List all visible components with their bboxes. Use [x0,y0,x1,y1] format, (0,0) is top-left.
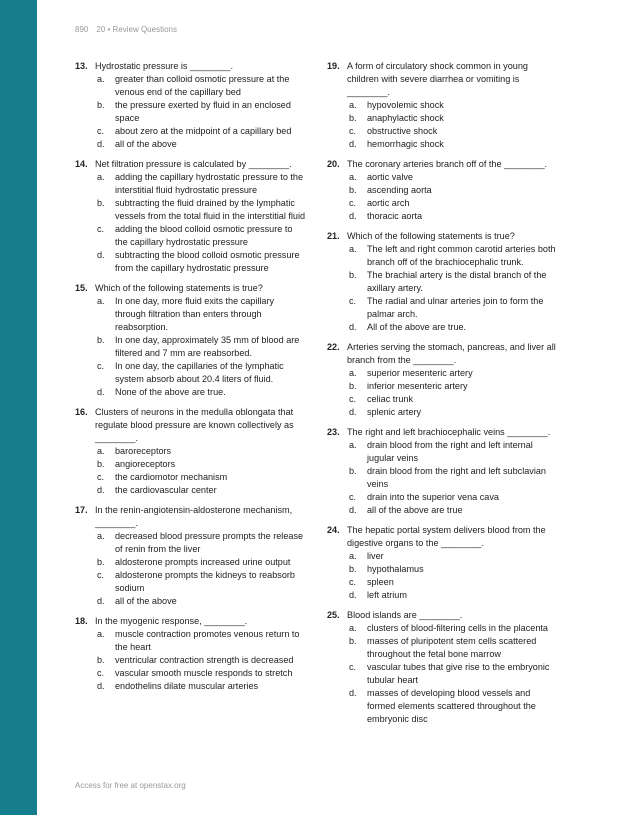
question-stem [327,158,559,171]
option-letter: b. [97,335,105,345]
option-text: The brachial artery is the distal branch of the axillary artery. [367,270,547,293]
option-text: clusters of blood-filtering cells in the placenta [367,623,548,633]
answer-option [95,125,307,138]
answer-option [347,550,559,563]
option-letter: c. [97,668,105,678]
option-letter: d. [97,681,105,691]
option-text: all of the above are true [367,505,463,515]
answer-option [347,269,559,295]
question-text: Hydrostatic pressure is ________. [95,61,233,71]
answer-option [95,223,307,249]
answer-option [347,171,559,184]
answer-option [95,530,307,556]
question-item [327,60,559,151]
option-letter: d. [97,387,105,397]
answer-option [347,295,559,321]
question-item [327,426,559,517]
answer-options [75,171,307,275]
option-letter: a. [349,623,357,633]
option-letter: a. [349,244,357,254]
answer-option [95,295,307,334]
question-stem [327,341,559,367]
answer-option [347,393,559,406]
question-stem [327,230,559,243]
question-number: 21. [327,231,340,241]
option-text: ventricular contraction strength is decreased [115,655,294,665]
answer-option [347,406,559,419]
question-item [75,406,307,497]
option-text: inferior mesenteric artery [367,381,468,391]
option-text: masses of developing blood vessels and formed elements scattered throughout the embryonic disc [367,688,536,724]
option-letter: b. [349,185,357,195]
option-text: all of the above [115,139,177,149]
option-letter: b. [349,564,357,574]
answer-options [327,99,559,151]
answer-option [347,576,559,589]
option-text: the cardiovascular center [115,485,217,495]
question-number: 13. [75,61,88,71]
option-text: liver [367,551,384,561]
option-text: left atrium [367,590,407,600]
answer-option [95,595,307,608]
answer-options [327,243,559,334]
option-letter: d. [97,250,105,260]
answer-option [347,197,559,210]
question-number: 19. [327,61,340,71]
question-text: The hepatic portal system delivers blood from the digestive organs to the ________. [347,525,546,548]
option-text: decreased blood pressure prompts the release of renin from the liver [115,531,304,554]
option-letter: b. [97,198,105,208]
option-letter: d. [349,688,357,698]
question-stem [75,60,307,73]
question-item [327,341,559,419]
question-item [327,609,559,726]
answer-option [95,569,307,595]
option-text: vascular smooth muscle responds to stretch [115,668,293,678]
answer-option [95,667,307,680]
question-number: 15. [75,283,88,293]
option-letter: c. [97,126,105,136]
question-stem [75,615,307,628]
option-letter: b. [349,270,357,280]
option-text: The left and right common carotid arteries both branch off of the brachiocephalic trunk. [367,244,556,267]
option-text: drain blood from the right and left subclavian veins [367,466,546,489]
answer-options [327,171,559,223]
option-letter: a. [97,629,105,639]
question-item [327,524,559,602]
question-stem [75,158,307,171]
option-letter: b. [349,466,357,476]
option-letter: a. [97,531,105,541]
option-text: greater than colloid osmotic pressure at the venous end of the capillary bed [115,74,290,97]
page-header [75,25,177,34]
option-letter: c. [349,126,357,136]
question-item [75,504,307,608]
option-letter: b. [97,459,105,469]
option-letter: d. [349,590,357,600]
answer-option [347,184,559,197]
option-letter: c. [349,296,357,306]
option-text: ascending aorta [367,185,432,195]
option-text: subtracting the blood colloid osmotic pressure from the capillary hydrostatic pressure [115,250,300,273]
option-letter: b. [97,655,105,665]
option-letter: d. [349,139,357,149]
answer-option [347,661,559,687]
answer-options [327,367,559,419]
answer-options [75,73,307,151]
option-text: superior mesenteric artery [367,368,473,378]
option-letter: c. [349,198,357,208]
option-text: In one day, more fluid exits the capillary through filtration than enters through reabsorption. [115,296,275,332]
answer-option [347,112,559,125]
option-letter: c. [97,224,105,234]
answer-options [75,530,307,608]
answer-option [347,589,559,602]
question-text: In the renin-angiotensin-aldosterone mechanism, ________. [95,505,293,528]
answer-option [95,334,307,360]
question-stem [75,282,307,295]
option-letter: d. [349,407,357,417]
answer-option [347,210,559,223]
option-text: All of the above are true. [367,322,467,332]
question-item [75,282,307,399]
question-stem [327,609,559,622]
answer-option [95,484,307,497]
question-text: Clusters of neurons in the medulla oblongata that regulate blood pressure are known collectively as ________. [95,407,294,443]
question-item [327,230,559,334]
option-letter: c. [349,394,357,404]
answer-option [95,628,307,654]
question-stem [75,406,307,445]
option-text: adding the capillary hydrostatic pressure to the interstitial fluid hydrostatic pressure [115,172,304,195]
option-text: endothelins dilate muscular arteries [115,681,259,691]
option-text: muscle contraction promotes venous return to the heart [115,629,300,652]
option-text: hypovolemic shock [367,100,444,110]
question-number: 22. [327,342,340,352]
option-letter: a. [349,551,357,561]
option-text: angioreceptors [115,459,176,469]
question-stem [327,524,559,550]
answer-option [347,563,559,576]
option-text: The radial and ulnar arteries join to form the palmar arch. [367,296,544,319]
option-letter: b. [349,636,357,646]
question-item [75,158,307,275]
answer-option [347,138,559,151]
option-letter: d. [97,139,105,149]
option-letter: c. [349,492,357,502]
question-text: In the myogenic response, ________. [95,616,248,626]
answer-option [95,171,307,197]
right-column [327,60,559,733]
question-text: The coronary arteries branch off of the ________. [347,159,548,169]
option-letter: a. [97,172,105,182]
option-text: the pressure exerted by fluid in an enclosed space [115,100,291,123]
answer-option [347,465,559,491]
option-text: baroreceptors [115,446,172,456]
option-text: spleen [367,577,394,587]
option-text: drain into the superior vena cava [367,492,499,502]
option-letter: b. [349,113,357,123]
chapter-title: 20 • Review Questions [96,25,177,34]
answer-option [347,243,559,269]
option-text: all of the above [115,596,177,606]
option-letter: c. [97,361,105,371]
question-stem [327,426,559,439]
option-text: subtracting the fluid drained by the lymphatic vessels from the total fluid in the interstitial fluid [115,198,306,221]
question-stem [75,504,307,530]
answer-option [95,249,307,275]
option-letter: c. [349,662,357,672]
question-text: Which of the following statements is true? [95,283,263,293]
answer-option [95,138,307,151]
answer-option [95,471,307,484]
option-letter: d. [97,596,105,606]
option-letter: a. [349,368,357,378]
question-number: 14. [75,159,88,169]
option-text: splenic artery [367,407,422,417]
question-stem [327,60,559,99]
option-text: hypothalamus [367,564,424,574]
answer-options [75,295,307,399]
option-text: about zero at the midpoint of a capillary bed [115,126,292,136]
option-letter: a. [349,100,357,110]
question-text: Which of the following statements is true? [347,231,515,241]
option-letter: a. [97,74,105,84]
answer-options [75,628,307,693]
question-number: 17. [75,505,88,515]
answer-option [347,491,559,504]
answer-options [327,622,559,726]
option-text: In one day, approximately 35 mm of blood are filtered and 7 mm are reabsorbed. [115,335,300,358]
answer-options [327,550,559,602]
option-text: None of the above are true. [115,387,226,397]
question-text: A form of circulatory shock common in young children with severe diarrhea or vomiting is ________. [347,61,528,97]
option-letter: d. [349,505,357,515]
option-letter: b. [97,100,105,110]
question-number: 16. [75,407,88,417]
option-letter: a. [349,440,357,450]
question-item [327,158,559,223]
option-text: celiac trunk [367,394,413,404]
question-text: The right and left brachiocephalic veins ________. [347,427,551,437]
question-number: 25. [327,610,340,620]
option-letter: c. [349,577,357,587]
option-text: masses of pluripotent stem cells scattered throughout the fetal bone marrow [367,636,537,659]
page-number: 890 [75,25,89,34]
answer-option [95,73,307,99]
question-item [75,615,307,693]
option-letter: a. [97,296,105,306]
answer-option [347,321,559,334]
question-text: Blood islands are ________. [347,610,463,620]
question-number: 20. [327,159,340,169]
answer-option [95,445,307,458]
option-text: adding the blood colloid osmotic pressure to the capillary hydrostatic pressure [115,224,293,247]
option-text: In one day, the capillaries of the lymphatic system absorb about 20.4 liters of fluid. [115,361,284,384]
answer-option [347,504,559,517]
option-letter: c. [97,570,105,580]
answer-option [347,439,559,465]
answer-option [347,635,559,661]
option-letter: d. [349,322,357,332]
option-letter: d. [97,485,105,495]
option-text: anaphylactic shock [367,113,444,123]
option-text: aortic valve [367,172,413,182]
answer-option [347,99,559,112]
answer-option [95,197,307,223]
option-text: the cardiomotor mechanism [115,472,228,482]
option-letter: b. [349,381,357,391]
option-text: hemorrhagic shock [367,139,444,149]
answer-option [95,386,307,399]
option-letter: d. [349,211,357,221]
answer-option [347,125,559,138]
answer-options [327,439,559,517]
option-letter: b. [97,557,105,567]
option-letter: a. [97,446,105,456]
question-item [75,60,307,151]
left-column [75,60,307,700]
question-number: 23. [327,427,340,437]
answer-option [95,680,307,693]
option-text: vascular tubes that give rise to the embryonic tubular heart [367,662,550,685]
question-text: Arteries serving the stomach, pancreas, and liver all branch from the ________. [347,342,556,365]
option-letter: a. [349,172,357,182]
question-number: 18. [75,616,88,626]
question-text: Net filtration pressure is calculated by ________. [95,159,292,169]
side-color-bar [0,0,37,815]
option-text: aortic arch [367,198,410,208]
question-number: 24. [327,525,340,535]
answer-option [95,99,307,125]
answer-option [347,380,559,393]
answer-option [95,556,307,569]
answer-options [75,445,307,497]
option-text: obstructive shock [367,126,438,136]
answer-option [95,360,307,386]
option-text: thoracic aorta [367,211,423,221]
option-text: aldosterone prompts increased urine output [115,557,291,567]
answer-option [347,622,559,635]
option-letter: c. [97,472,105,482]
option-text: drain blood from the right and left internal jugular veins [367,440,533,463]
answer-option [347,367,559,380]
answer-option [347,687,559,726]
page-footer: Access for free at openstax.org [75,781,186,790]
answer-option [95,654,307,667]
option-text: aldosterone prompts the kidneys to reabsorb sodium [115,570,295,593]
answer-option [95,458,307,471]
